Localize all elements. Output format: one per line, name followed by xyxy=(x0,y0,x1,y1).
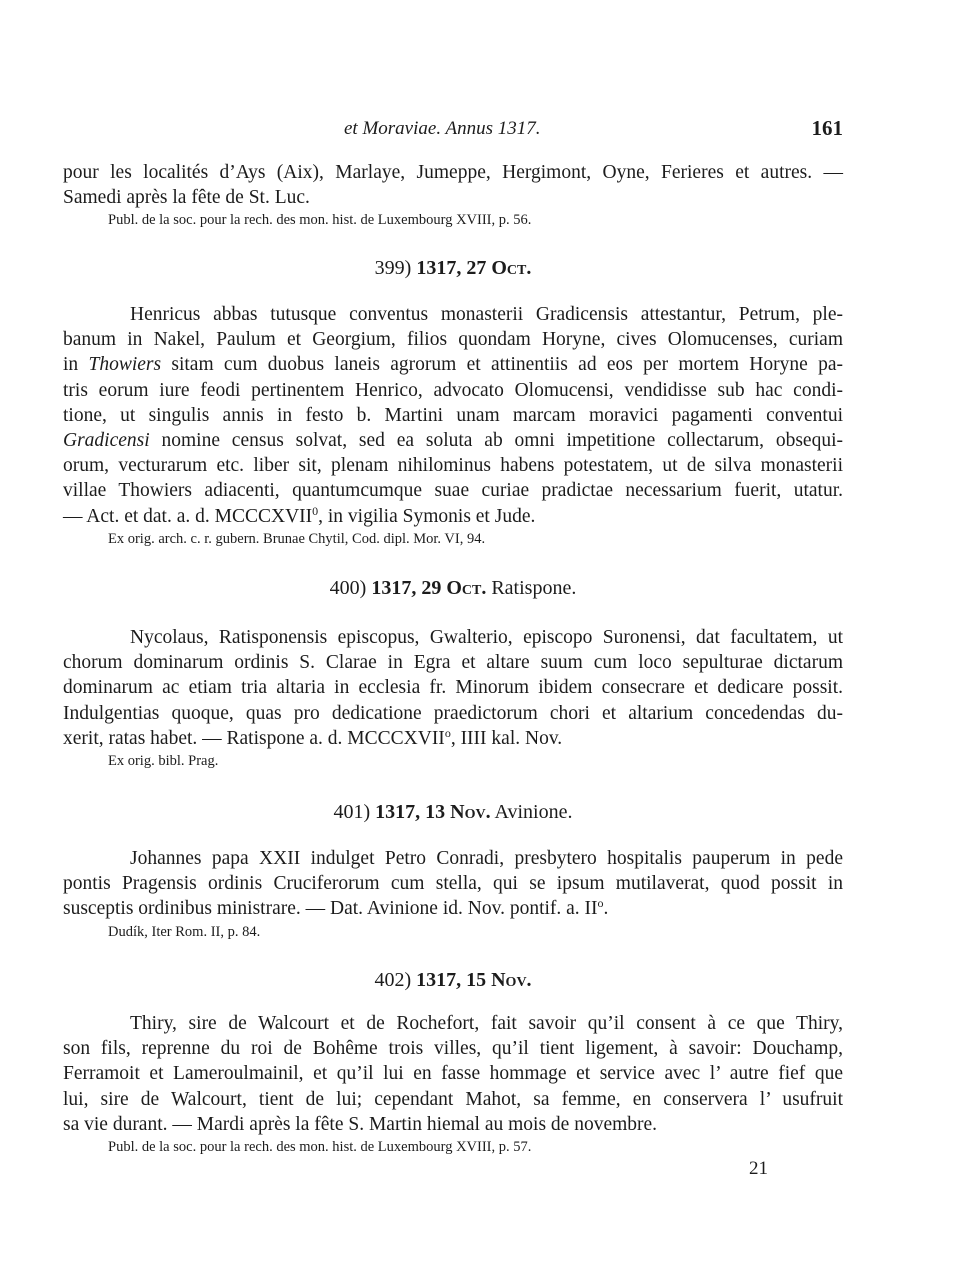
text-line: Johannes papa XXII indulget Petro Conradi, presbytero hospitalis pauperum in pede xyxy=(130,848,843,869)
page-header xyxy=(63,114,843,142)
text-segment: — Act. et dat. a. d. MCCCXVII xyxy=(63,505,313,527)
text-line: banum in Nakel, Paulum et Georgium, filios quondam Horyne, cives Olomucenses, curiam xyxy=(63,329,843,351)
text-segment: , in vigilia Symonis et Jude. xyxy=(318,505,536,527)
source-citation: Ex orig. arch. c. r. gubern. Brunae Chytil, Cod. dipl. Mor. VI, 94. xyxy=(108,530,486,547)
text-segment: susceptis ordinibus ministrare. — Dat. Avinione id. Nov. pontif. a. II xyxy=(63,898,598,920)
intro-block xyxy=(63,160,843,230)
text-line: sa vie durant. — Mardi après la fête S. Martin hiemal au mois de novembre. xyxy=(63,1113,658,1135)
document-page xyxy=(63,0,843,1274)
superscript: o xyxy=(597,896,604,911)
text-line xyxy=(63,896,843,921)
entry-month: Nov. xyxy=(491,969,532,991)
entry-month: Oct. xyxy=(446,577,487,599)
text-segment: sitam cum duobus laneis agrorum et attinentiis ad eos per mortem Horyne pa- xyxy=(161,354,843,376)
entry-month: Oct. xyxy=(491,257,532,279)
entry-date: 1317, 27 xyxy=(416,257,487,279)
text-segment: xerit, ratas habet. — Ratispone a. d. MCCCXVII xyxy=(63,727,445,749)
place-name: Gradicensi xyxy=(63,429,150,451)
entry-401 xyxy=(63,798,843,826)
text-line: orum, vecturarum etc. liber sit, plenam nihilominus habens potestatem, ut de silva monasterii xyxy=(63,455,843,477)
entry-401-text xyxy=(63,846,843,942)
text-line xyxy=(63,726,843,751)
source-citation: Ex orig. bibl. Prag. xyxy=(108,752,219,769)
superscript: o xyxy=(444,725,451,740)
text-segment: nomine census solvat, sed ea soluta ab omni impetitione collectarum, obsequi- xyxy=(149,429,843,451)
source-citation: Publ. de la soc. pour la rech. des mon. hist. de Luxembourg XVIII, p. 57. xyxy=(108,1138,532,1155)
source-citation: Publ. de la soc. pour la rech. des mon. hist. de Luxembourg XVIII, p. 56. xyxy=(108,212,532,229)
source-citation: Dudík, Iter Rom. II, p. 84. xyxy=(108,923,261,940)
entry-402 xyxy=(63,966,843,994)
signature-mark: 21 xyxy=(749,1158,768,1179)
superscript: 0 xyxy=(312,503,319,518)
entry-place: Ratispone. xyxy=(491,577,577,599)
text-line: tione, ut singulis annis in festo b. Martini unam marcam moravici pagamenti conventui xyxy=(63,404,843,426)
text-line xyxy=(63,352,843,377)
text-line: tris eorum iure feodi pertinentem Henrico, advocato Olomucensi, vendidisse sub hac condi- xyxy=(63,379,843,401)
entry-number: 401) xyxy=(333,801,371,823)
text-line: Nycolaus, Ratisponensis episcopus, Gwalterio, episcopo Suronensi, dat facultatem, ut xyxy=(130,627,843,648)
text-segment: in xyxy=(63,354,89,376)
text-line: Ferramoit et Lameroulmainil, et qu’il lui en fasse hommage et service avec l’ autre fief que xyxy=(63,1063,843,1085)
text-line: Thiry, sire de Walcourt et de Rochefort, fait savoir qu’il consent à ce que Thiry, xyxy=(130,1013,843,1034)
entry-place: Avinione. xyxy=(494,801,573,823)
text-segment: . xyxy=(603,898,609,920)
entry-402-text xyxy=(63,1011,843,1157)
text-line: dominarum ac etiam tria altaria in ecclesia fr. Minorum ibidem consecrare et dedicare possit. xyxy=(63,677,843,699)
text-line: lui, sire de Walcourt, tient de lui; cependant Mahot, sa femme, en conservera l’ usufruit xyxy=(63,1088,843,1110)
text-line xyxy=(63,504,843,529)
entry-date: 1317, 13 xyxy=(375,801,446,823)
entry-heading xyxy=(63,798,843,826)
text-segment: , IIII kal. Nov. xyxy=(450,727,563,749)
entry-date: 1317, 15 xyxy=(416,969,487,991)
text-line xyxy=(63,428,843,453)
entry-heading xyxy=(63,254,843,282)
entry-399-text xyxy=(63,302,843,549)
text-line: Henricus abbas tutusque conventus monasterii Gradicensis attestantur, Petrum, ple- xyxy=(130,304,843,325)
entry-heading xyxy=(63,966,843,994)
page-number: 161 xyxy=(811,116,843,140)
text-line: Indulgentias quoque, quas pro dedicatione praedictorum chori et altarium concedendas du- xyxy=(63,702,843,724)
text-line: Samedi après la fête de St. Luc. xyxy=(63,187,310,209)
text-line: pour les localités d’Ays (Aix), Marlaye, Jumeppe, Hergimont, Oyne, Ferieres et autres. — xyxy=(63,162,843,183)
entry-number: 402) xyxy=(374,969,412,991)
entry-number: 400) xyxy=(329,577,367,599)
text-line: pontis Pragensis ordinis Cruciferorum cum stella, qui se ipsum mutilaverat, quod possit in xyxy=(63,873,843,895)
running-title: et Moraviae. Annus 1317. xyxy=(344,118,541,139)
entry-400-text xyxy=(63,625,843,771)
entry-400 xyxy=(63,574,843,602)
text-line: chorum dominarum ordinis S. Clarae in Egra et altare suum cum loco sepulturae dictarum xyxy=(63,652,843,674)
entry-date: 1317, 29 xyxy=(371,577,442,599)
entry-month: Nov. xyxy=(450,801,491,823)
entry-heading xyxy=(63,574,843,602)
text-line: son fils, reprenne du roi de Bohême trois villes, qu’il tient ligement, à savoir: Douchamp, xyxy=(63,1038,843,1060)
entry-399 xyxy=(63,254,843,282)
text-line: villae Thowiers adiacenti, quantumcumque suae curiae pradictae necessarium fuerit, utatur. xyxy=(63,480,843,502)
entry-number: 399) xyxy=(374,257,412,279)
place-name: Thowiers xyxy=(88,354,162,376)
